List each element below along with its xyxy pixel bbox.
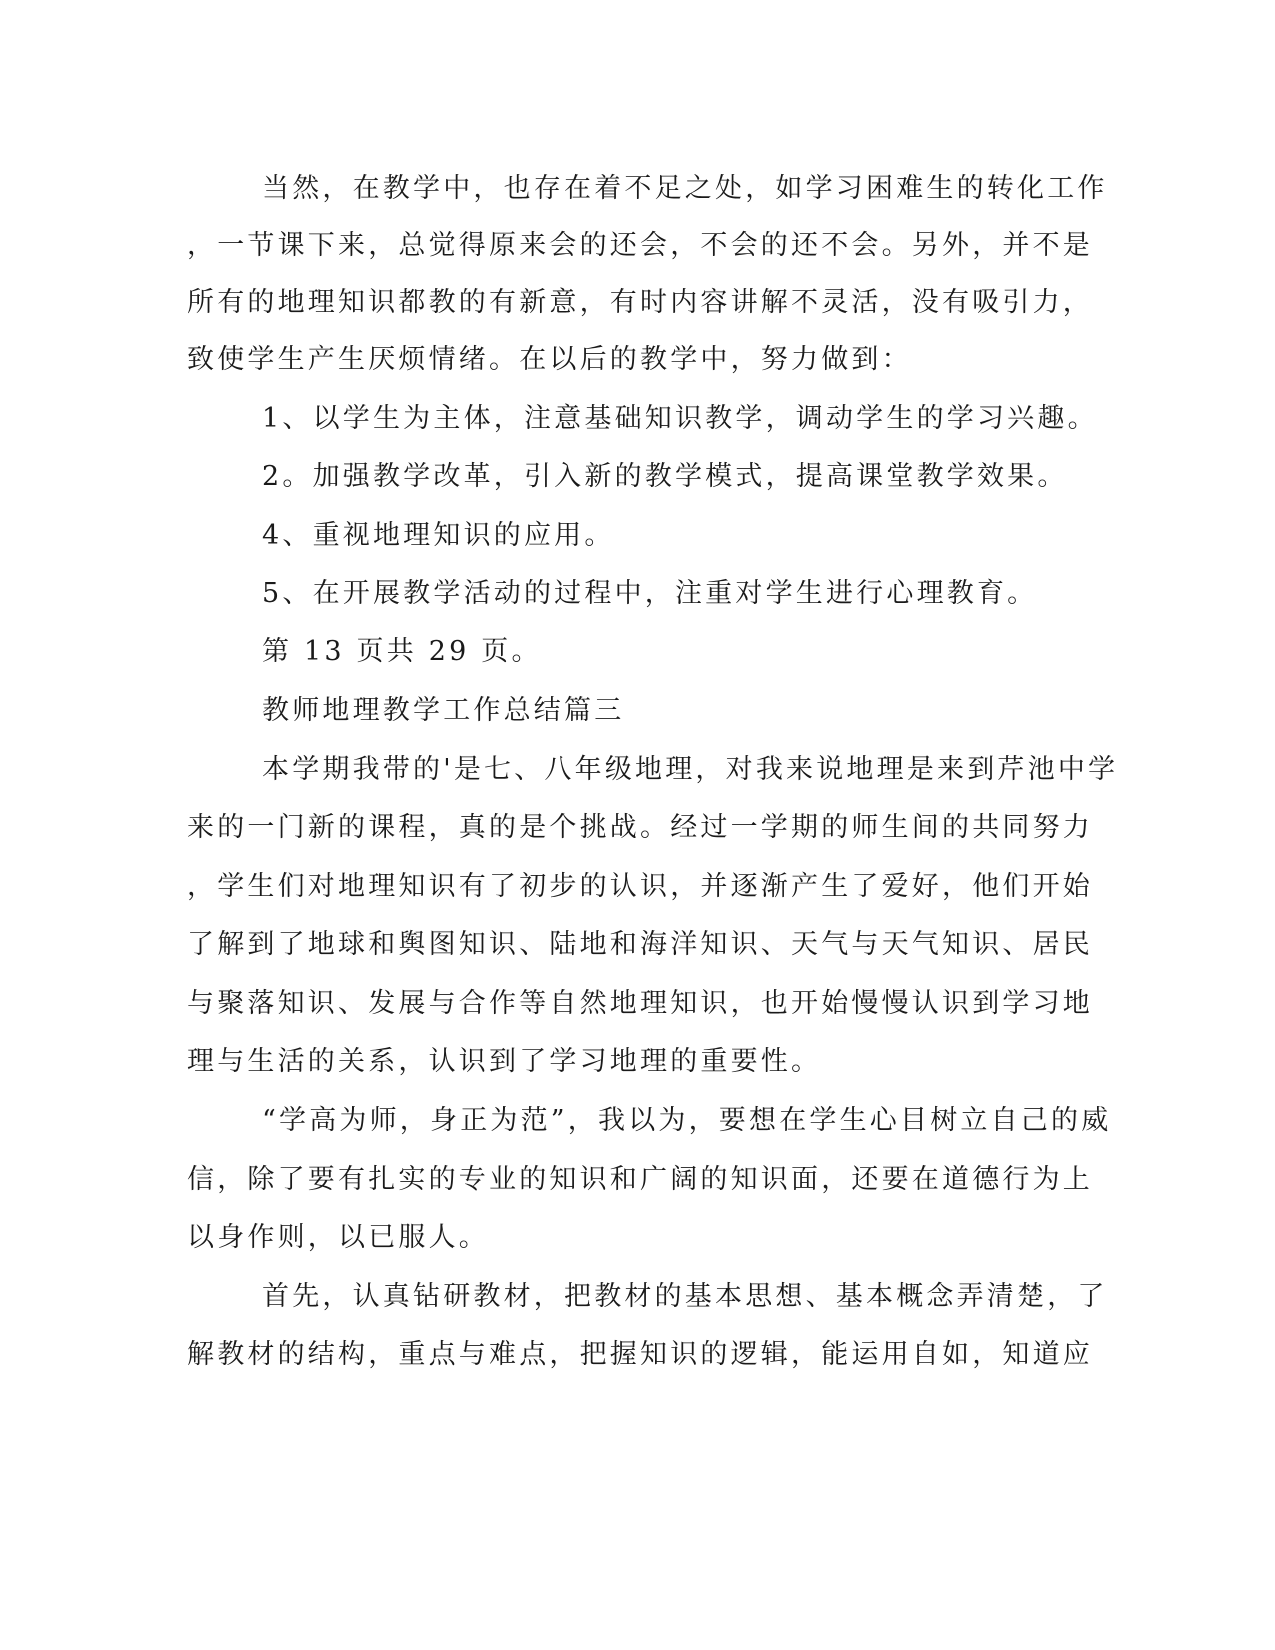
paragraph-line: 所有的地理知识都教的有新意，有时内容讲解不灵活，没有吸引力，: [187, 287, 1093, 318]
list-item: 2。加强教学改革，引入新的教学模式，提高课堂教学效果。: [262, 461, 1068, 492]
paragraph-line: 理与生活的关系，认识到了学习地理的重要性。: [187, 1046, 822, 1077]
paragraph-line: 以身作则，以已服人。: [187, 1222, 489, 1253]
paragraph-line: 首先，认真钻研教材，把教材的基本思想、基本概念弄清楚，了: [262, 1281, 1108, 1312]
list-item: 4、重视地理知识的应用。: [262, 520, 615, 551]
paragraph-line: 了解到了地球和舆图知识、陆地和海洋知识、天气与天气知识、居民: [187, 929, 1093, 960]
section-heading: 教师地理教学工作总结篇三: [262, 695, 625, 726]
paragraph-line: 本学期我带的'是七、八年级地理，对我来说地理是来到芹池中学: [262, 754, 1119, 785]
list-item: 1、以学生为主体，注意基础知识教学，调动学生的学习兴趣。: [262, 403, 1098, 434]
page-counter: 第 13 页共 29 页。: [262, 636, 542, 667]
paragraph-line: ，学生们对地理知识有了初步的认识，并逐渐产生了爱好，他们开始: [187, 871, 1093, 902]
paragraph-line: 解教材的结构，重点与难点，把握知识的逻辑，能运用自如，知道应: [187, 1339, 1093, 1370]
paragraph-line: 信，除了要有扎实的专业的知识和广阔的知识面，还要在道德行为上: [187, 1164, 1093, 1195]
paragraph-line: 当然，在教学中，也存在着不足之处，如学习困难生的转化工作: [262, 173, 1108, 204]
paragraph-line: 致使学生产生厌烦情绪。在以后的教学中，努力做到：: [187, 344, 912, 375]
paragraph-line: “学高为师，身正为范”，我以为，要想在学生心目树立自己的威: [262, 1105, 1112, 1136]
list-item: 5、在开展教学活动的过程中，注重对学生进行心理教育。: [262, 578, 1038, 609]
paragraph-line: ，一节课下来，总觉得原来会的还会，不会的还不会。另外，并不是: [187, 230, 1093, 261]
paragraph-line: 来的一门新的课程，真的是个挑战。经过一学期的师生间的共同努力: [187, 812, 1093, 843]
paragraph-line: 与聚落知识、发展与合作等自然地理知识，也开始慢慢认识到学习地: [187, 988, 1093, 1019]
